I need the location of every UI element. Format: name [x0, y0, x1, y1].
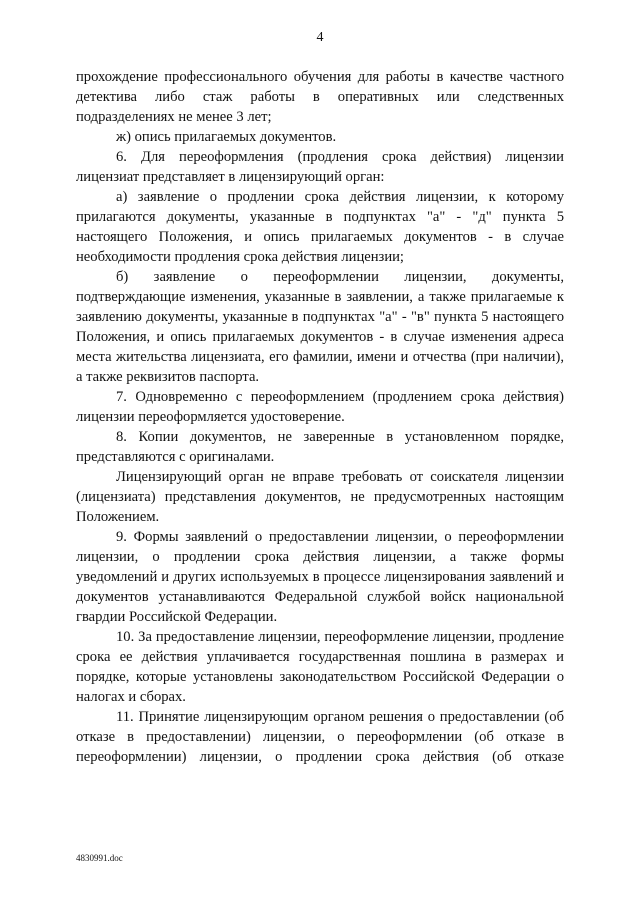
paragraph: 6. Для переоформления (продления срока действия) лицензии лицензиат представляет в лицензирующий орган:: [76, 149, 564, 185]
paragraph: б) заявление о переоформлении лицензии, документы, подтверждающие изменения, указанные в заявлении, а также прилагаемые к заявлению документы, указанные в подпунктах "а" - "в" пункта 5 настоящего Положения, и опись прилагаемых документов - в случае изменения адреса места жительства лицензиата, его фамилии, имени и отчества (при наличии), а также реквизитов паспорта.: [76, 269, 564, 385]
paragraph: Лицензирующий орган не вправе требовать от соискателя лицензии (лицензиата) представления документов, не предусмотренных настоящим Положением.: [76, 469, 564, 525]
document-footer-filename: 4830991.doc: [76, 853, 123, 863]
paragraph: 10. За предоставление лицензии, переоформление лицензии, продление срока ее действия уплачивается государственная пошлина в размерах и порядке, которые установлены законодательством Российской Федерации о налогах и сборах.: [76, 629, 564, 705]
page-number: 4: [316, 30, 324, 45]
paragraph: ж) опись прилагаемых документов.: [116, 129, 337, 145]
paragraph: а) заявление о продлении срока действия лицензии, к которому прилагаются документы, указанные в подпунктах "а" - "д" пункта 5 настоящего Положения, и опись прилагаемых документов - в случае необходимости продления срока действия лицензии;: [76, 189, 564, 265]
paragraph: 11. Принятие лицензирующим органом решения о предоставлении (об отказе в предоставлении) лицензии, о переоформлении (об отказе в переоформлении) лицензии, о продлении срока действия (об отказе: [76, 709, 564, 765]
paragraph: прохождение профессионального обучения для работы в качестве частного детектива либо стаж работы в оперативных или следственных подразделениях не менее 3 лет;: [76, 69, 564, 125]
paragraph: 8. Копии документов, не заверенные в установленном порядке, представляются с оригиналами.: [76, 429, 564, 465]
paragraph: 9. Формы заявлений о предоставлении лицензии, о переоформлении лицензии, о продлении срока действия лицензии, а также формы уведомлений и других используемых в процессе лицензирования заявлений и документов устанавливаются Федеральной службой войск национальной гвардии Российской Федерации.: [76, 529, 564, 625]
document-body: [76, 67, 564, 767]
paragraph: 7. Одновременно с переоформлением (продлением срока действия) лицензии переоформляется удостоверение.: [76, 389, 564, 425]
